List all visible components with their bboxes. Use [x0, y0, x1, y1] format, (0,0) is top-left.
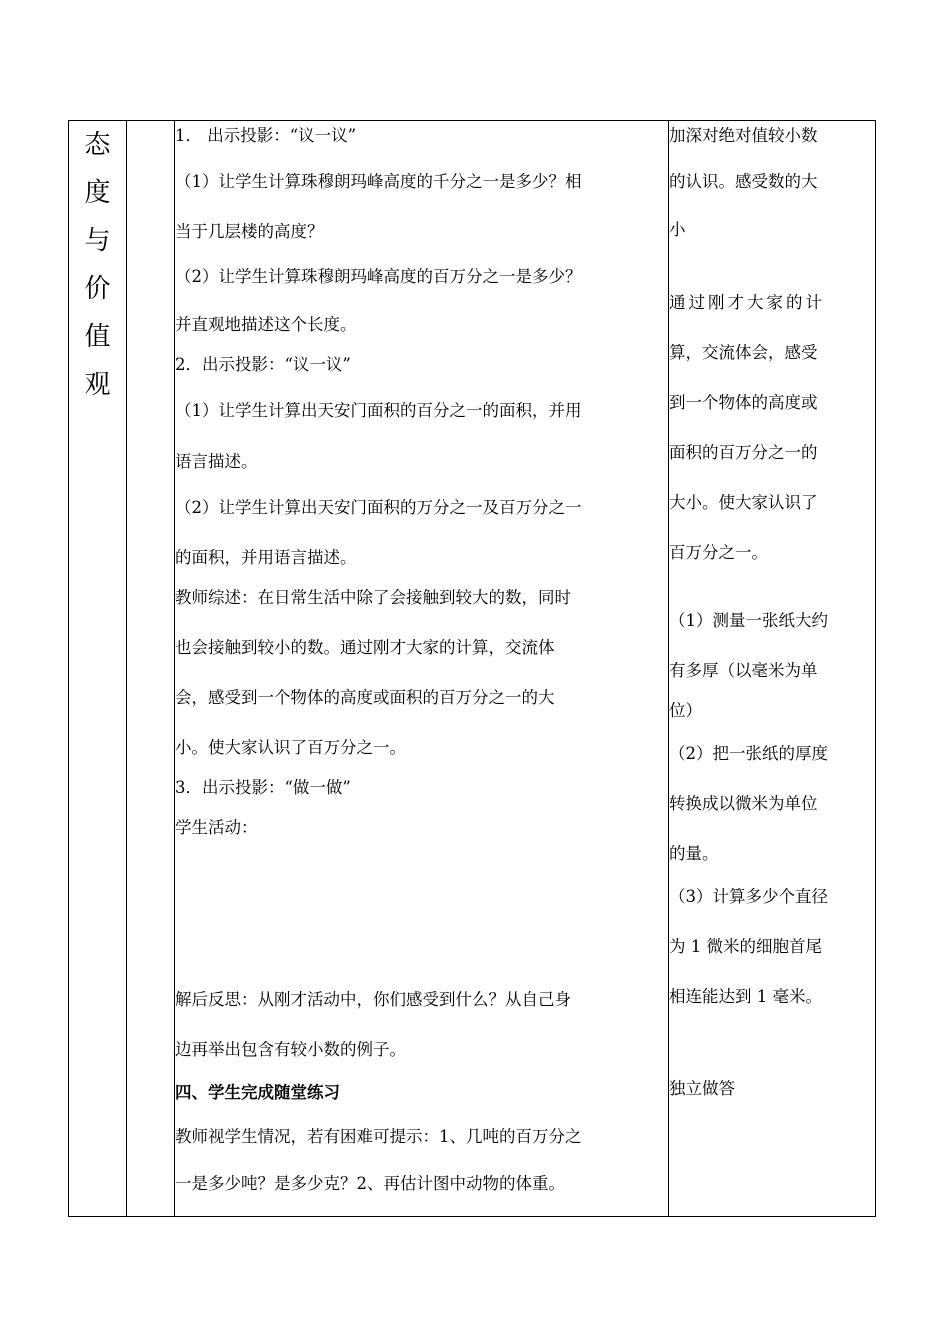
- text-line: 解后反思：从刚才活动中，你们感受到什么？从自己身: [175, 990, 571, 1009]
- category-char: 值: [84, 322, 111, 352]
- text-line: 边再举出包含有较小数的例子。: [175, 1040, 406, 1059]
- text-line: 教师视学生情况，若有困难可提示：1、几吨的百万分之: [175, 1127, 582, 1146]
- text-line: （1）让学生计算珠穆朗玛峰高度的千分之一是多少？相: [175, 172, 582, 191]
- category-cell: [69, 121, 127, 1217]
- category-char: 与: [84, 226, 111, 256]
- text-line: （3）计算多少个直径: [669, 887, 828, 906]
- text-line: （1）测量一张纸大约: [669, 611, 828, 630]
- design-intent-cell: [669, 121, 876, 1217]
- text-line: 学生活动：: [175, 818, 258, 837]
- text-line: 有多厚（以毫米为单: [669, 661, 818, 680]
- category-char: 价: [84, 274, 111, 304]
- text-line: 也会接触到较小的数。通过刚才大家的计算，交流体: [175, 638, 555, 657]
- lesson-plan-table: [68, 120, 876, 1217]
- text-line: 1． 出示投影：“议一议”: [175, 126, 357, 145]
- teaching-process-cell: [175, 121, 669, 1217]
- text-line: 教师综述：在日常生活中除了会接触到较大的数，同时: [175, 588, 571, 607]
- text-line: 并直观地描述这个长度。: [175, 315, 357, 334]
- text-line: 到一个物体的高度或: [669, 393, 818, 412]
- table-row: [69, 121, 876, 1217]
- empty-cell: [127, 121, 175, 1217]
- text-line: 的认识。感受数的大: [669, 172, 818, 191]
- text-line: 位）: [669, 701, 702, 720]
- text-line: 语言描述。: [175, 452, 258, 471]
- text-line: （1）让学生计算出天安门面积的百分之一的面积，并用: [175, 401, 582, 420]
- text-line: （2）让学生计算珠穆朗玛峰高度的百万分之一是多少？: [175, 267, 582, 286]
- text-line: 加深对绝对值较小数: [669, 126, 818, 145]
- text-line: 小。使大家认识了百万分之一。: [175, 738, 406, 757]
- text-line: （2）把一张纸的厚度: [669, 744, 828, 763]
- text-line: （2）让学生计算出天安门面积的万分之一及百万分之一: [175, 498, 582, 517]
- text-line: 会，感受到一个物体的高度或面积的百万分之一的大: [175, 688, 555, 707]
- category-label: [69, 121, 126, 409]
- text-line: 的面积，并用语言描述。: [175, 548, 357, 567]
- text-line: 面积的百万分之一的: [669, 443, 818, 462]
- text-line: 的量。: [669, 844, 719, 863]
- category-char: 度: [84, 178, 111, 208]
- text-line: 通过刚才大家的计: [669, 293, 825, 312]
- text-line: 3．出示投影：“做一做”: [175, 778, 351, 797]
- text-line: 算，交流体会，感受: [669, 343, 818, 362]
- text-line: 相连能达到 1 毫米。: [669, 987, 822, 1006]
- text-line: 百万分之一。: [669, 543, 768, 562]
- category-char: 观: [84, 370, 111, 400]
- text-line: 为 1 微米的细胞首尾: [669, 937, 822, 956]
- text-line: 独立做答: [669, 1079, 735, 1098]
- section-heading: 四、学生完成随堂练习: [175, 1083, 340, 1102]
- text-line: 当于几层楼的高度？: [175, 222, 324, 241]
- category-char: 态: [84, 130, 111, 160]
- text-line: 小: [669, 220, 686, 239]
- text-line: 一是多少吨？是多少克？2、再估计图中动物的体重。: [175, 1174, 565, 1193]
- text-line: 大小。使大家认识了: [669, 493, 818, 512]
- text-line: 转换成以微米为单位: [669, 794, 818, 813]
- text-line: 2．出示投影：“议一议”: [175, 355, 351, 374]
